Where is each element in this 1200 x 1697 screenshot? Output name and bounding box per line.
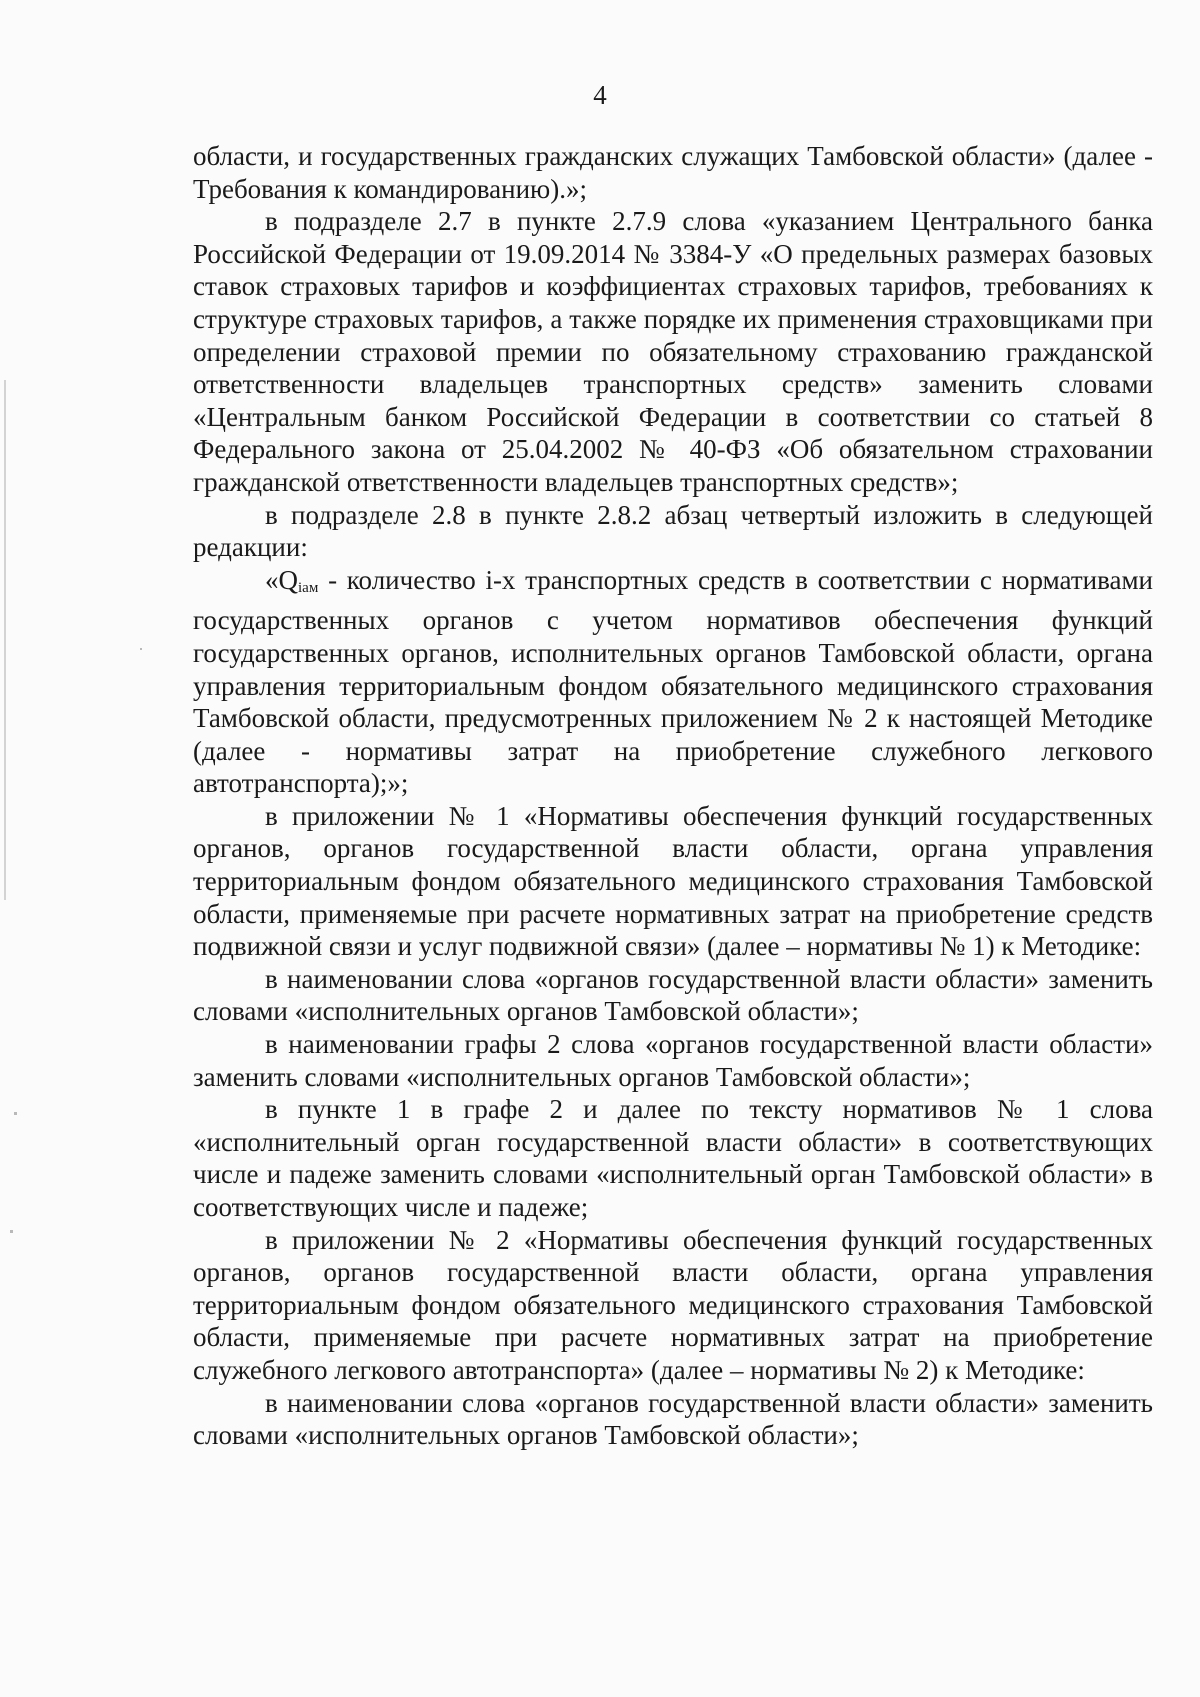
paragraph: в наименовании графы 2 слова «органов государственной власти области» заменить словами «исполнительных органов Тамбовской области»; xyxy=(193,1029,1153,1092)
page-number: 4 xyxy=(593,80,607,110)
scan-dot-mark xyxy=(10,1230,13,1233)
formula-definition-text: - количество i-х транспортных средств в соответствии с нормативами государственных органов с учетом нормативов обеспечения функций государственных органов, исполнительных органов Тамбовской области, органа управления территориальным фондом обязательного медицинского страхования Тамбовской области, предусмотренных приложением № 2 к настоящей Методике (далее - нормативы затрат на приобретение служебного легкового автотранспорта);»; xyxy=(193,564,1153,799)
scan-dot-mark xyxy=(14,1112,17,1115)
scan-dot-mark xyxy=(140,648,142,650)
document-body xyxy=(193,140,1153,1452)
paragraph: в подразделе 2.7 в пункте 2.7.9 слова «указанием Центрального банка Российской Федерации от 19.09.2014 № 3384-У «О предельных размерах базовых ставок страховых тарифов и коэффициентах страховых тарифов, требованиях к структуре страховых тарифов, а также порядке их применения страховщиками при определении страховой премии по обязательному страхованию гражданской ответственности владельцев транспортных средств» заменить словами «Центральным банком Российской Федерации в соответствии со статьей 8 Федерального закона от 25.04.2002 № 40-ФЗ «Об обязательном страховании гражданской ответственности владельцев транспортных средств»; xyxy=(193,206,1153,497)
paragraph-formula-definition xyxy=(193,564,1153,800)
paragraph: в наименовании слова «органов государственной власти области» заменить словами «исполнительных органов Тамбовской области»; xyxy=(193,963,1153,1027)
paragraph: в наименовании слова «органов государственной власти области» заменить словами «исполнительных органов Тамбовской области»; xyxy=(193,1387,1153,1451)
scan-edge-mark xyxy=(4,380,6,900)
paragraph: в приложении № 2 «Нормативы обеспечения функций государственных органов, органов государственной власти области, органа управления территориальным фондом обязательного медицинского страхования Тамбовской области, применяемые при расчете нормативных затрат на приобретение служебного легкового автотранспорта» (далее – нормативы № 2) к Методике: xyxy=(193,1224,1153,1385)
formula-subscript: iам xyxy=(298,579,319,596)
paragraph: в пункте 1 в графе 2 и далее по тексту нормативов № 1 слова «исполнительный орган государственной власти области» в соответствующих числе и падеже заменить словами «исполнительный орган Тамбовской области» в соответствующих числе и падеже; xyxy=(193,1094,1153,1222)
paragraph: области, и государственных гражданских служащих Тамбовской области» (далее - Требования к командированию).»; xyxy=(193,141,1153,204)
formula-symbol: «Q xyxy=(265,564,298,595)
paragraph: в подразделе 2.8 в пункте 2.8.2 абзац четвертый изложить в следующей редакции: xyxy=(193,499,1153,563)
paragraph: в приложении № 1 «Нормативы обеспечения функций государственных органов, органов государственной власти области, органа управления территориальным фондом обязательного медицинского страхования Тамбовской области, применяемые при расчете нормативных затрат на приобретение средств подвижной связи и услуг подвижной связи» (далее – нормативы № 1) к Методике: xyxy=(193,800,1153,962)
